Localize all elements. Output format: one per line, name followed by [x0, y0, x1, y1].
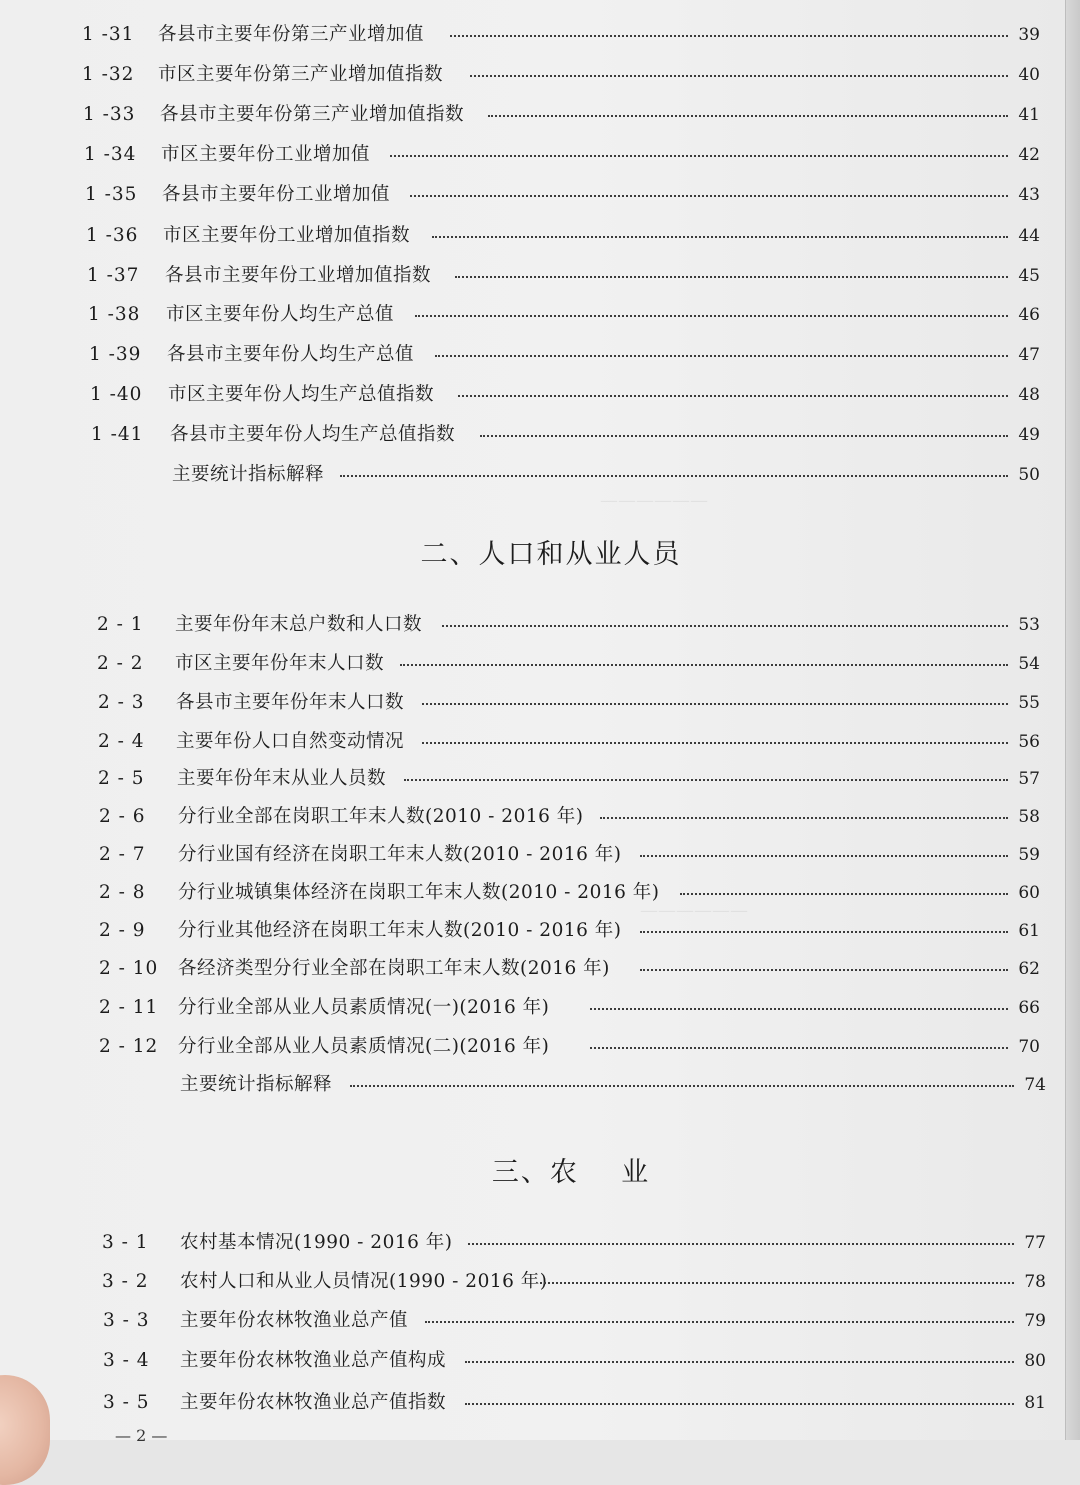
toc-page-number: 61	[1018, 921, 1040, 941]
toc-number: 2 - 1	[97, 614, 144, 635]
toc-page-number: 58	[1018, 807, 1040, 827]
toc-number: 2 - 6	[99, 806, 146, 827]
leader-dots	[390, 155, 1008, 157]
toc-title: 市区主要年份第三产业增加值指数	[158, 64, 444, 85]
leader-dots	[480, 435, 1008, 437]
toc-page-number: 80	[1024, 1351, 1046, 1371]
toc-page-number: 49	[1018, 425, 1040, 445]
toc-row[interactable]	[0, 1388, 1066, 1418]
toc-title: 市区主要年份年末人口数	[175, 653, 385, 674]
page-edge	[1065, 0, 1080, 1440]
toc-number: 1 -37	[87, 265, 140, 286]
leader-dots	[465, 1361, 1014, 1363]
toc-number: 1 -34	[84, 144, 137, 165]
toc-title: 农村人口和从业人员情况(1990 - 2016 年)	[180, 1271, 548, 1292]
toc-number: 2 - 8	[99, 882, 146, 903]
toc-title: 各经济类型分行业全部在岗职工年末人数(2016 年)	[178, 958, 610, 979]
toc-number: 3 - 3	[103, 1310, 150, 1331]
toc-row[interactable]	[0, 140, 1066, 170]
leader-dots	[458, 395, 1008, 397]
toc-number: 2 - 10	[99, 958, 159, 979]
toc-page-number: 46	[1018, 305, 1040, 325]
toc-title: 主要年份年末从业人员数	[177, 768, 387, 789]
section-heading: 三、农 业	[491, 1157, 651, 1188]
bleed-through-text: ——————	[600, 490, 708, 511]
toc-row[interactable]	[0, 340, 1066, 370]
toc-page-number: 70	[1018, 1037, 1040, 1057]
leader-dots	[640, 969, 1008, 971]
toc-title: 各县市主要年份工业增加值	[162, 184, 391, 205]
leader-dots	[470, 75, 1008, 77]
toc-number: 2 - 5	[98, 768, 145, 789]
leader-dots	[400, 664, 1008, 666]
toc-number: 1 -35	[85, 184, 138, 205]
leader-dots	[404, 779, 1008, 781]
toc-number: 2 - 12	[99, 1036, 159, 1057]
toc-number: 1 -32	[82, 64, 135, 85]
toc-row[interactable]	[0, 649, 1066, 679]
toc-page-number: 41	[1018, 105, 1040, 125]
toc-title: 各县市主要年份第三产业增加值	[158, 24, 425, 45]
toc-number: 1 -38	[88, 304, 141, 325]
toc-page-number: 78	[1024, 1272, 1046, 1292]
leader-dots	[680, 893, 1008, 895]
toc-title: 分行业国有经济在岗职工年末人数(2010 - 2016 年)	[178, 844, 622, 865]
toc-title: 分行业全部从业人员素质情况(一)(2016 年)	[178, 997, 550, 1018]
toc-title: 市区主要年份人均生产总值	[166, 304, 395, 325]
toc-title: 市区主要年份人均生产总值指数	[168, 384, 435, 405]
leader-dots	[422, 742, 1008, 744]
toc-title: 分行业其他经济在岗职工年末人数(2010 - 2016 年)	[178, 920, 622, 941]
toc-page-number: 47	[1018, 345, 1040, 365]
toc-title: 主要统计指标解释	[172, 464, 325, 485]
toc-title: 主要年份农林牧渔业总产值	[180, 1310, 409, 1331]
toc-title: 主要年份农林牧渔业总产值构成	[180, 1350, 447, 1371]
toc-number: 1 -33	[83, 104, 136, 125]
toc-row[interactable]	[0, 60, 1066, 90]
page-number-footer: — 2 —	[115, 1426, 168, 1445]
leader-dots	[415, 315, 1008, 317]
toc-page-number: 55	[1018, 693, 1040, 713]
toc-title: 市区主要年份工业增加值	[161, 144, 371, 165]
toc-title: 各县市主要年份年末人口数	[176, 692, 405, 713]
toc-title: 各县市主要年份工业增加值指数	[165, 265, 432, 286]
toc-number: 1 -41	[91, 424, 144, 445]
toc-page-number: 45	[1018, 266, 1040, 286]
toc-row[interactable]	[0, 1306, 1066, 1336]
toc-page-number: 53	[1018, 615, 1040, 635]
toc-number: 2 - 11	[99, 997, 159, 1018]
toc-title: 分行业城镇集体经济在岗职工年末人数(2010 - 2016 年)	[178, 882, 660, 903]
toc-number: 1 -39	[89, 344, 142, 365]
leader-dots	[468, 1243, 1014, 1245]
toc-title: 分行业全部在岗职工年末人数(2010 - 2016 年)	[178, 806, 584, 827]
toc-row[interactable]	[0, 300, 1066, 330]
toc-number: 1 -36	[86, 225, 139, 246]
leader-dots	[590, 1008, 1008, 1010]
leader-dots	[422, 703, 1008, 705]
toc-page-number: 56	[1018, 732, 1040, 752]
toc-row[interactable]	[0, 20, 1066, 50]
toc-row[interactable]	[0, 261, 1066, 291]
leader-dots	[590, 1047, 1008, 1049]
toc-row[interactable]	[0, 380, 1066, 410]
toc-number: 2 - 4	[98, 731, 145, 752]
toc-row[interactable]	[0, 727, 1066, 757]
toc-row[interactable]	[0, 1228, 1066, 1258]
toc-title: 各县市主要年份人均生产总值	[167, 344, 415, 365]
section-heading: 二、人口和从业人员	[420, 539, 682, 570]
toc-title: 主要年份人口自然变动情况	[176, 731, 405, 752]
toc-row[interactable]	[0, 764, 1066, 794]
toc-row[interactable]	[0, 610, 1066, 640]
toc-row[interactable]	[0, 1032, 1066, 1062]
toc-row[interactable]	[0, 460, 1066, 490]
toc-number: 2 - 7	[99, 844, 146, 865]
leader-dots	[455, 276, 1008, 278]
toc-number: 2 - 2	[97, 653, 144, 674]
leader-dots	[432, 236, 1008, 238]
leader-dots	[410, 195, 1008, 197]
toc-row[interactable]	[0, 840, 1066, 870]
toc-row[interactable]	[0, 420, 1066, 450]
toc-page-number: 54	[1018, 654, 1040, 674]
toc-page-number: 74	[1024, 1075, 1046, 1095]
toc-row[interactable]	[0, 993, 1066, 1023]
leader-dots	[340, 475, 1008, 477]
toc-page-number: 81	[1024, 1393, 1046, 1413]
toc-title: 分行业全部从业人员素质情况(二)(2016 年)	[178, 1036, 550, 1057]
toc-row[interactable]	[0, 802, 1066, 832]
toc-number: 2 - 3	[98, 692, 145, 713]
toc-title: 主要年份农林牧渔业总产值指数	[180, 1392, 447, 1413]
toc-page-number: 48	[1018, 385, 1040, 405]
toc-number: 1 -40	[90, 384, 143, 405]
toc-page-number: 39	[1018, 25, 1040, 45]
leader-dots	[450, 35, 1008, 37]
leader-dots	[442, 625, 1008, 627]
toc-page-number: 42	[1018, 145, 1040, 165]
toc-page-number: 60	[1018, 883, 1040, 903]
toc-page-number: 62	[1018, 959, 1040, 979]
leader-dots	[640, 855, 1008, 857]
toc-number: 3 - 2	[102, 1271, 149, 1292]
leader-dots	[488, 115, 1008, 117]
toc-page-number: 59	[1018, 845, 1040, 865]
toc-row[interactable]	[0, 221, 1066, 251]
toc-page-number: 77	[1024, 1233, 1046, 1253]
leader-dots	[600, 817, 1008, 819]
toc-page-number: 40	[1018, 65, 1040, 85]
toc-row[interactable]	[0, 954, 1066, 984]
leader-dots	[465, 1403, 1014, 1405]
toc-title: 主要统计指标解释	[180, 1074, 333, 1095]
toc-number: 3 - 1	[102, 1232, 149, 1253]
bleed-through-text: ——————	[640, 900, 748, 921]
toc-row[interactable]	[0, 878, 1066, 908]
leader-dots	[425, 1321, 1014, 1323]
toc-row[interactable]	[0, 100, 1066, 130]
leader-dots	[540, 1282, 1014, 1284]
toc-number: 1 -31	[82, 24, 135, 45]
toc-row[interactable]	[0, 1346, 1066, 1376]
toc-row[interactable]	[0, 1070, 1066, 1100]
toc-page-number: 79	[1024, 1311, 1046, 1331]
toc-row[interactable]	[0, 916, 1066, 946]
toc-page-number: 66	[1018, 998, 1040, 1018]
leader-dots	[350, 1085, 1014, 1087]
toc-row[interactable]	[0, 180, 1066, 210]
toc-title: 各县市主要年份第三产业增加值指数	[160, 104, 465, 125]
toc-row[interactable]	[0, 688, 1066, 718]
toc-number: 3 - 5	[103, 1392, 150, 1413]
toc-title: 主要年份年末总户数和人口数	[175, 614, 423, 635]
toc-row[interactable]	[0, 1267, 1066, 1297]
toc-title: 市区主要年份工业增加值指数	[163, 225, 411, 246]
leader-dots	[435, 355, 1008, 357]
toc-page-number: 44	[1018, 226, 1040, 246]
toc-page-number: 43	[1018, 185, 1040, 205]
toc-page-number: 50	[1018, 465, 1040, 485]
toc-page-number: 57	[1018, 769, 1040, 789]
toc-number: 3 - 4	[103, 1350, 150, 1371]
toc-title: 农村基本情况(1990 - 2016 年)	[180, 1232, 453, 1253]
toc-title: 各县市主要年份人均生产总值指数	[170, 424, 456, 445]
leader-dots	[640, 931, 1008, 933]
toc-number: 2 - 9	[99, 920, 146, 941]
